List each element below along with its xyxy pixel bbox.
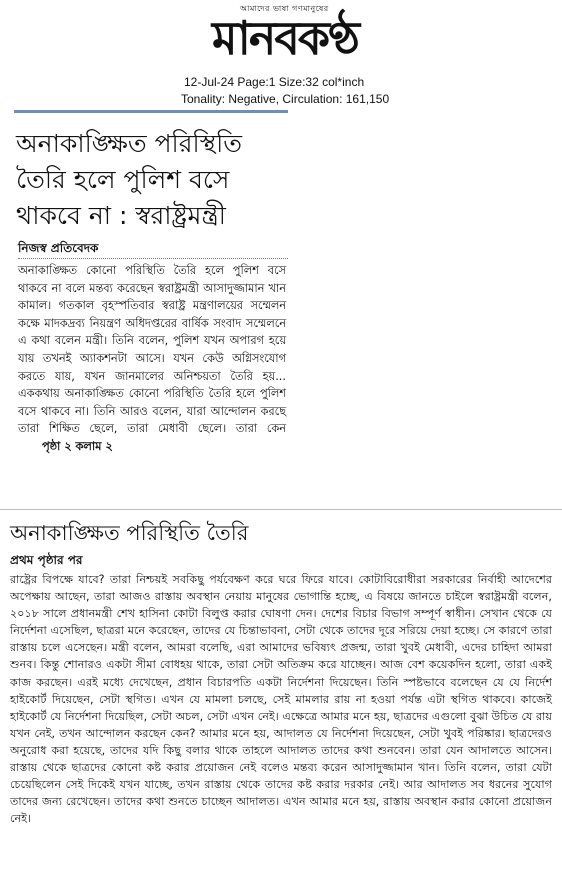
headline-accent-bar — [14, 110, 288, 113]
clipping-meta-date-page: 12-Jul-24 Page:1 Size:32 col*inch — [184, 75, 365, 89]
continuation-body: রাষ্ট্রের বিপক্ষে যাবে? তারা নিশ্চয়ই সবকিছু পর্যবেক্ষণ করে ঘরে ফিরে যাবে। কোটাবিরোধীরা সরকারের নির্বাহী আদেশের অপেক্ষায় আছেন, তারা আজও রাস্তায় অবস্থান নেয়ায় মানুষের ভোগান্তি হচ্ছে, এ বিষয়ে জানতে চাইলে স্বরাষ্ট্রমন্ত্রী বলেন, ২০১৮ সালে প্রধানমন্ত্রী শেখ হাসিনা কোটা বিলুপ্ত করার ঘোষণা দেন। দেশের বিচার বিভাগ সম্পূর্ণ স্বাধীন। সেখান থেকে যে নির্দেশনা এসেছিল, ছাত্ররা মনে করেছেন, তাদের যে চিন্তাভাবনা, সেটা থেকে তাদের দূরে সরিয়ে দেয়া হচ্ছে। সে কারণে তারা রাস্তায় চলে এসেছেন। মন্ত্রী বলেন, আমরা বলেছি, এরা আমাদের ভবিষ্যৎ প্রজন্ম, তারা খুবই মেধাবী, এদের চাহিদা আমরা শুনব। কিন্তু শোনারও একটা সীমা বোধহয় থাকে, তারা সেটা অতিক্রম করে যাচ্ছেন। আজ বেশ কয়েকদিন হলো, তারা একই কাজ করছেন। এরই মধ্যে দেখেছেন, প্রধান বিচারপতি একটা নির্দেশনা দিয়েছেন। তিনি স্পষ্টভাবে বলেছেন যে যে নির্দেশ হাইকোর্ট দিয়েছেন, সেটা স্থগিত। এখন যে মামলা চলছে, সেই মামলার রায় না হওয়া পর্যন্ত এটা স্থগিত থাকবে। কাজেই হাইকোর্ট যে নির্দেশনা দিয়েছিল, সেটা অচল, সেটা এখন নেই। এক্ষেত্রে আমার মনে হয়, ছাত্রদের এগুলো বুঝা উচিত যে রায় যখন নেই, তখন আন্দোলন করছেন কেন? আমার মনে হয়, আদালত যে নির্দেশনা দিয়েছেন, সেটা খুবই পরিষ্কার। ছাত্রদেরও অনুরোধ করা হয়েছে, তাদের যদি কিছু বলার থাকে তাহলে আদালত তাদের কথা শুনবেন। তারা যেন আদালতে আসেন। রাস্তায় থেকে ছাত্রদের কোনো কষ্ট করার প্রয়োজন নেই বলেও মন্তব্য করেন আসাদুজ্জামান খান। তিনি বলেন, তারা যেটা চেয়েছিলেন সেই দিকেই যখন যাচ্ছে, তখন রাস্তায় থেকে তাদের কষ্ট করার দরকার নেই। আর আদালত সব ধরনের সুযোগ তাদের জন্য রেখেছেন। তাদের কথা শুনতে চাচ্ছেন আদালত। এখন আমার মনে হয়, রাস্তায় অবস্থান করার কোনো প্রয়োজন নেই। — [10, 573, 552, 826]
masthead-tagline: আমাদের ভাষা গণমানুষের — [240, 4, 329, 13]
continuation-heading: অনাকাঙ্ক্ষিত পরিস্থিতি তৈরি — [10, 521, 249, 545]
section-divider — [0, 509, 562, 510]
article-lead — [18, 262, 286, 456]
masthead — [0, 0, 562, 70]
article-lead-text: অনাকাঙ্ক্ষিত কোনো পরিস্থিতি তৈরি হলে পুলিশ বসে থাকবে না বলে মন্তব্য করেছেন স্বরাষ্ট্রমন্ত্রী আসাদুজ্জামান খান কামাল। গতকাল বৃহস্পতিবার স্বরাষ্ট্র মন্ত্রণালয়ের সম্মেলন কক্ষে মাদকদ্রব্য নিয়ন্ত্রণ অধিদপ্তরের বার্ষিক সংবাদ সম্মেলনে এ কথা বলেন মন্ত্রী। তিনি বলেন, পুলিশ যখন অপারগ হয়ে যায় তখনই অ্যাকশনটা আসে। যখন কেউ অগ্নিসংযোগ করতে যায়, যখন জানমালের অনিশ্চয়তা তৈরি হয়... এককথায় অনাকাঙ্ক্ষিত কোনো পরিস্থিতি তৈরি হলে পুলিশ বসে থাকবে না। তিনি আরও বলেন, যারা আন্দোলন করছে তারা শিক্ষিত ছেলে, তারা মেধাবী ছেলে। তারা কেন — [18, 264, 286, 436]
newspaper-logo: মানবকণ্ঠ — [211, 11, 358, 65]
article-byline: নিজস্ব প্রতিবেদক — [18, 241, 99, 255]
article-continued-marker: পৃষ্ঠা ২ কলাম ২ — [42, 439, 113, 453]
clipping-meta-tonality: Tonality: Negative, Circulation: 161,150 — [181, 92, 390, 106]
byline-divider — [18, 258, 288, 260]
article-headline: অনাকাঙ্ক্ষিত পরিস্থিতি তৈরি হলে পুলিশ বসে থাকবে না : স্বরাষ্ট্রমন্ত্রী — [16, 129, 243, 230]
continuation-subheading: প্রথম পৃষ্ঠার পর — [10, 553, 83, 567]
